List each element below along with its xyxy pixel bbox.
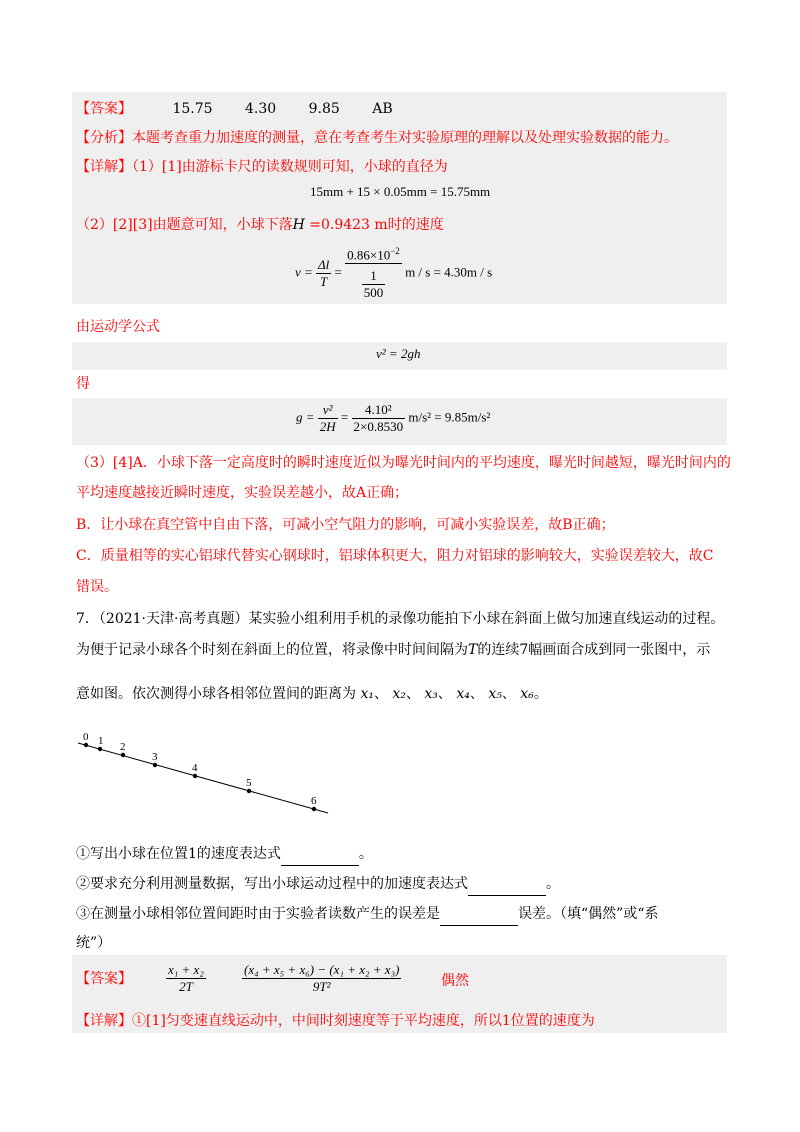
separator: 、: [469, 686, 484, 702]
position-marker: [311, 795, 317, 811]
eq-denominator: 2H: [319, 419, 336, 434]
position-label: 3: [152, 751, 158, 763]
detail-line-2: [76, 214, 444, 236]
answer-blank[interactable]: [281, 843, 359, 866]
eq-denominator: 9T²: [312, 979, 331, 994]
variable-x1: x₁: [360, 686, 374, 702]
period: 。: [358, 846, 373, 862]
variable-x4: x₄: [456, 686, 470, 702]
variable-t: T: [468, 642, 478, 658]
separator: 、: [437, 686, 452, 702]
answer-tag: 【答案】: [76, 971, 132, 987]
period: 。: [546, 876, 560, 892]
separator: 、: [373, 686, 388, 702]
eq-numerator: x₁ + x₂: [168, 962, 204, 977]
question-text: ①写出小球在位置1的速度表达式: [76, 846, 281, 862]
question-line-3: [76, 683, 548, 705]
detail-text: =0.9423 m时的速度: [304, 217, 444, 233]
question-line-2: [76, 639, 710, 661]
eq-numerator: 0.86×10: [347, 247, 391, 263]
position-label: 1: [98, 735, 104, 747]
detail-tag: 【详解】: [76, 1013, 132, 1029]
eq-fraction: [352, 402, 406, 435]
equation-gravity: g = $\frac{\text{v²}}{2H}$ = $\frac{\text{4.10²}}{2\times 0.8530}$ m/s² = 9.85m/s²: [296, 402, 491, 434]
eq-exponent: −2: [390, 246, 400, 256]
eq-lhs: v =: [295, 264, 313, 280]
separator: 、: [405, 686, 420, 702]
question-text: 为便于记录小球各个时刻在斜面上的位置，将录像中时间间隔为: [76, 642, 468, 658]
answer7-line: [76, 968, 132, 990]
position-marker: [83, 731, 89, 747]
answer-blank[interactable]: [468, 873, 546, 896]
detail7-line: [76, 1010, 595, 1032]
eq-inner-numerator: 1: [362, 268, 386, 285]
eq-denominator: 2T: [179, 979, 193, 994]
question-text: ③在测量小球相邻位置间距时由于实验者读数产生的误差是: [76, 906, 440, 922]
variable-x5: x₅: [488, 686, 502, 702]
period: 。: [533, 686, 548, 702]
eq-fraction: [318, 402, 338, 435]
position-marker: [120, 741, 126, 757]
detail-line-6: B．让小球在真空管中自由下落，可减小空气阻力的影响，可减小实验误差，故B正确；: [76, 517, 615, 533]
answer7-expr-1: [166, 962, 206, 995]
detail-line-1: [76, 156, 448, 178]
eq-denominator: 2×0.8530: [353, 419, 404, 434]
variable-x6: x₆: [520, 686, 534, 702]
equation-velocity: v = $\frac{\Delta l}{T}$ = $\frac{0.86\times 10^{-2}}{\frac{1}{500}}$ m / s = 4.30m / s: [295, 246, 493, 301]
detail-line-7b: 错误。: [76, 579, 118, 595]
detail-line-4: 得: [76, 376, 90, 392]
separator: 、: [501, 686, 516, 702]
detail-line-5b: 平均速度越接近瞬时速度，实验误差越小，故A正确；: [76, 485, 409, 501]
analysis-text: 本题考查重力加速度的测量，意在考查考生对实验原理的理解以及处理实验数据的能力。: [132, 130, 678, 146]
position-label: 2: [120, 741, 126, 753]
variable-x3: x₃: [424, 686, 438, 702]
question-text: 误差。（填“偶然”或“系: [518, 906, 659, 922]
variable-h: H: [292, 217, 305, 233]
subquestion-2: [76, 873, 560, 896]
detail-text: ①[1]匀变速直线运动中，中间时刻速度等于平均速度，所以1位置的速度为: [132, 1013, 595, 1029]
position-marker: [192, 762, 198, 778]
answer-line: [76, 98, 393, 120]
position-label: 5: [246, 777, 252, 789]
eq-rhs: m/s² = 9.85m/s²: [408, 409, 491, 425]
answer7-expr-2: [242, 962, 401, 995]
question-line-1: 7．（2021·天津·高考真题）某实验小组利用手机的录像功能拍下小球在斜面上做匀加速直线运动的过程。: [76, 611, 725, 627]
eq-numerator: 4.10²: [352, 402, 406, 419]
answer-value: 9.85: [308, 101, 340, 117]
subquestion-3: [76, 903, 658, 926]
answer-tag: 【答案】: [76, 101, 132, 117]
detail-line-7a: C．质量相等的实心铝球代替实心钢球时，铝球体积更大，阻力对铝球的影响较大，实验误差较大，故C: [76, 548, 714, 564]
position-label: 4: [192, 762, 198, 774]
eq-lhs: g =: [296, 409, 315, 425]
answer7-expr-3: 偶然: [441, 973, 469, 989]
incline-diagram: [70, 725, 340, 820]
detail-text: （1）[1]由游标卡尺的读数规则可知，小球的直径为: [132, 159, 448, 175]
incline-line: [78, 743, 328, 813]
question-text: 意如图。依次测得小球各相邻位置间的距离为: [76, 686, 356, 702]
variable-x2: x₂: [392, 686, 406, 702]
eq-rhs: m / s = 4.30m / s: [405, 264, 493, 280]
position-marker: [246, 777, 252, 793]
answer-blank[interactable]: [440, 903, 518, 926]
detail-line-3: 由运动学公式: [76, 319, 160, 335]
detail-text: （2）[2][3]由题意可知，小球下落: [76, 217, 293, 233]
equation-kinematic: v² = 2gh: [376, 346, 421, 361]
eq-fraction: [345, 246, 402, 301]
answer-value: AB: [372, 101, 393, 117]
eq-numerator: v²: [318, 402, 338, 419]
detail-line-5a: （3）[4]A．小球下落一定高度时的瞬时速度近似为曝光时间内的平均速度，曝光时间越短，曝光时间内的: [76, 455, 731, 471]
answer-value: 15.75: [172, 101, 213, 117]
position-label: 0: [83, 731, 89, 743]
eq-inner-denominator: 500: [363, 285, 384, 301]
eq-numerator: (x₄ + x₅ + x₆) − (x₁ + x₂ + x₃): [244, 962, 400, 977]
eq-denominator: T: [320, 274, 328, 290]
analysis-tag: 【分析】: [76, 130, 132, 146]
eq-numerator: Δl: [318, 257, 330, 273]
analysis-line: [76, 127, 678, 149]
subquestion-1: [76, 843, 373, 866]
equation-diameter: 15mm + 15 × 0.05mm = 15.75mm: [310, 184, 491, 199]
question-text: 的连续7幅画面合成到同一张图中，示: [477, 642, 711, 658]
subquestion-3-cont: 统”）: [76, 935, 112, 951]
position-label: 6: [311, 795, 317, 807]
detail-tag: 【详解】: [76, 159, 132, 175]
answer-value: 4.30: [245, 101, 277, 117]
position-marker: [98, 735, 104, 751]
question-text: ②要求充分利用测量数据，写出小球运动过程中的加速度表达式: [76, 876, 468, 892]
eq-fraction: [316, 257, 331, 290]
position-marker: [152, 751, 158, 767]
